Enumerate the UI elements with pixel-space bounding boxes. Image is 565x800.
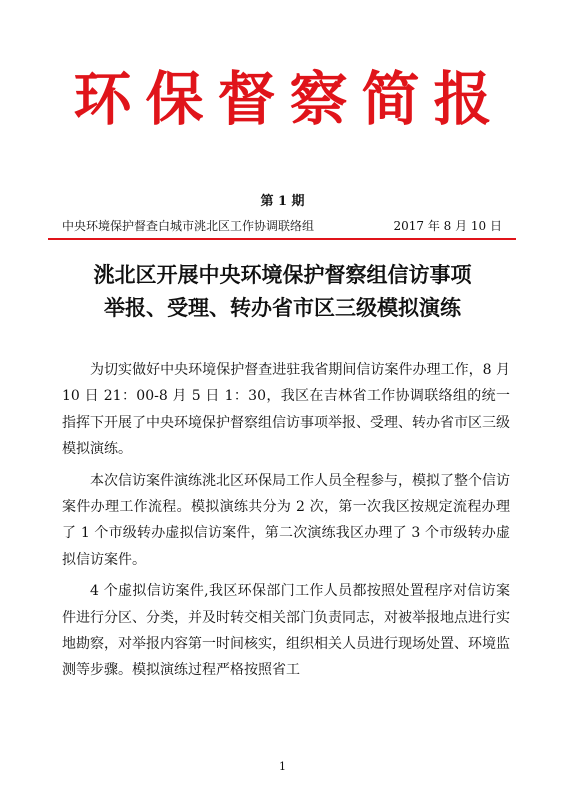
- body-paragraph-2: 本次信访案件演练洮北区环保局工作人员全程参与，模拟了整个信访案件办理工作流程。模拟演练共分为 2 次，第一次我区按规定流程办理了 1 个市级转办虚拟信访案件，第二次演练我区办理了 3 个市级转办虚拟信访案件。: [62, 472, 510, 568]
- headline-line-2: 举报、受理、转办省市区三级模拟演练: [104, 295, 461, 320]
- page-number: 1: [279, 760, 286, 773]
- article-body: [62, 357, 510, 689]
- headline-line-1: 洮北区开展中央环境保护督察组信访事项: [93, 262, 472, 287]
- issue-date: 2017 年 8 月 10 日: [393, 219, 502, 233]
- issuer-name: 中央环境保护督查白城市洮北区工作协调联络组: [62, 219, 315, 233]
- masthead-title: 环保督察简报: [73, 65, 506, 133]
- red-divider: [48, 238, 516, 240]
- issue-number: 第 1 期: [260, 194, 305, 209]
- issuer-line: [62, 217, 502, 234]
- body-paragraph-3: 4 个虚拟信访案件,我区环保部门工作人员都按照处置程序对信访案件进行分区、分类，并及时转交相关部门负责同志，对被举报地点进行实地勘察，对举报内容第一时间核实，组织相关人员进行现场处置、环境监测等步骤。模拟演练过程严格按照省工: [62, 583, 510, 679]
- article-headline: [40, 258, 525, 324]
- body-paragraph-1: 为切实做好中央环境保护督查进驻我省期间信访案件办理工作，8 月 10 日 21：00-8 月 5 日 1：30，我区在吉林省工作协调联络组的统一指挥下开展了中央环境保护督察组信访事项举报、受理、转办省市区三级模拟演练。: [62, 362, 510, 458]
